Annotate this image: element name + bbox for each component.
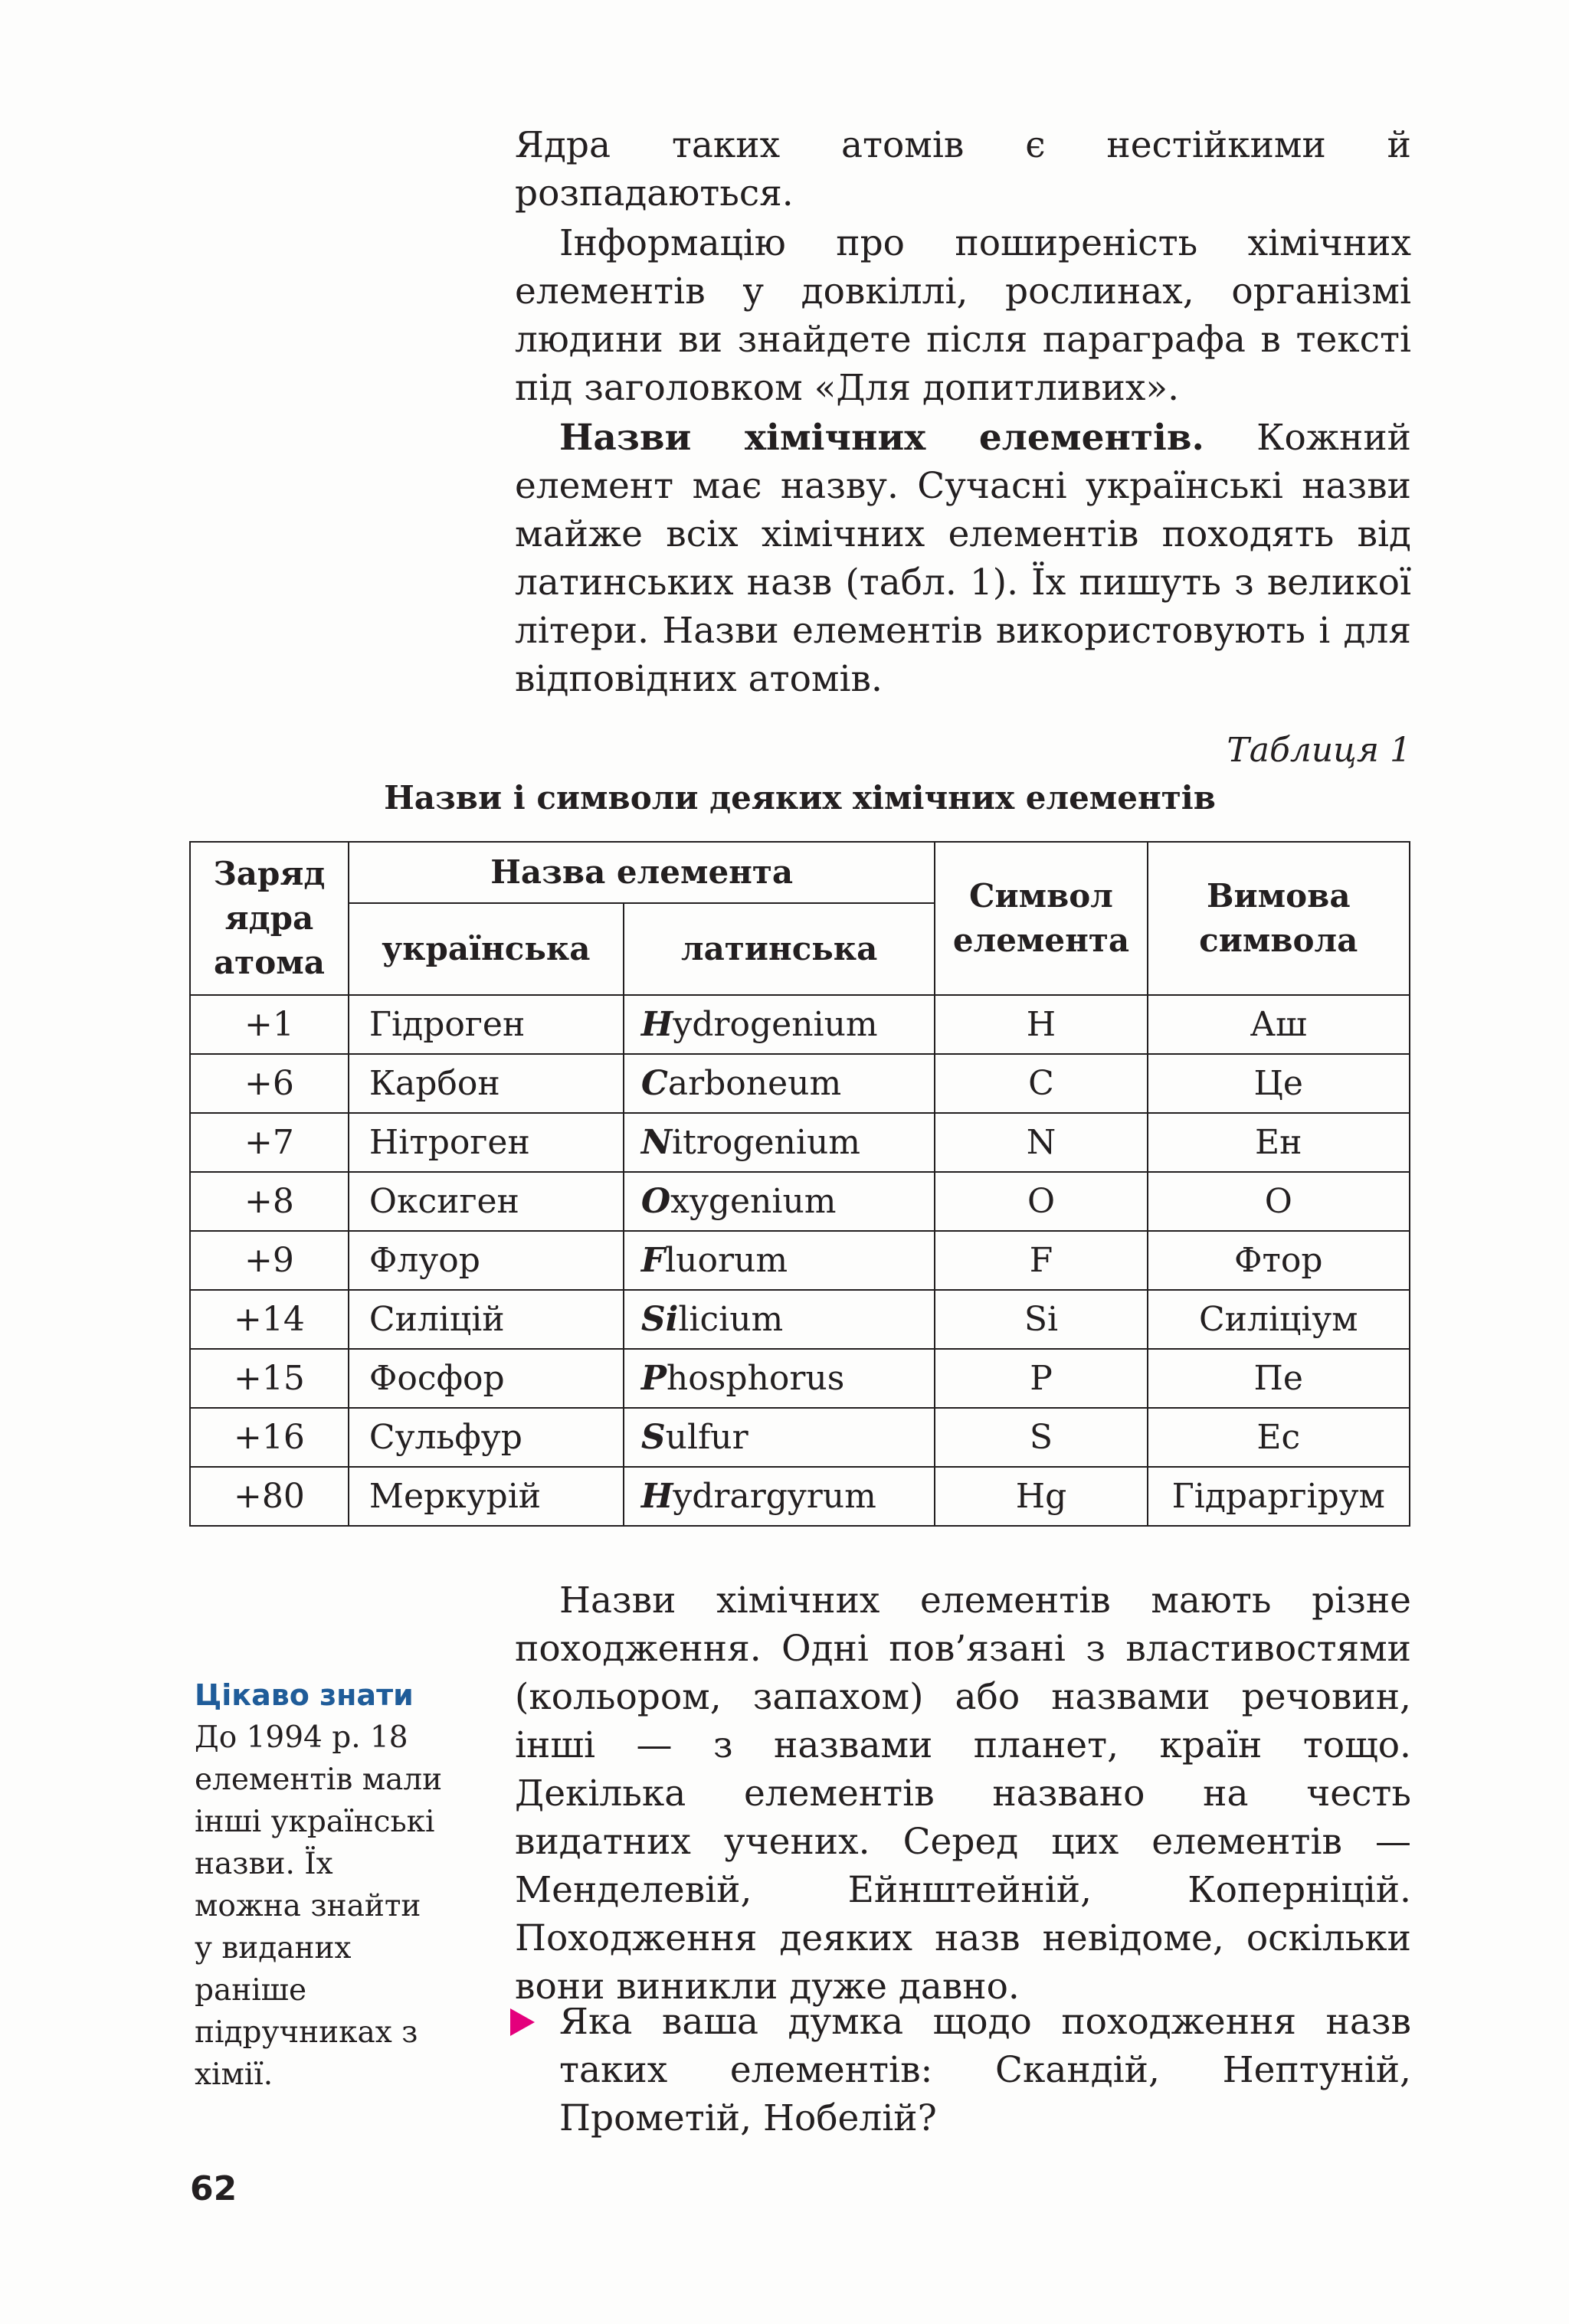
header-latin: латинська [624,903,935,995]
charge-cell: +7 [190,1113,349,1172]
origin-paragraph: Назви хімічних елементів мають різне походження. Одні пов’язані з властивостями (кольором, запахом) або назвами речовин, інші — з назвами планет, країн тощо. Декілька елементів названо на честь видатних учених. Серед цих елементів — Менделевій, Ейнштейній, Коперніцій. Походження деяких назв невідоме, оскільки вони виникли дуже давно. [515,1579,1411,2008]
symbol-cell: Hg [935,1467,1147,1526]
sidebar-text: До 1994 р. 18 елементів мали інші українські назви. Їх можна знайти у виданих раніше підручниках з хімії. [195,1720,443,2092]
latin-initial: F [640,1241,666,1280]
section-heading: Назви хімічних елементів. [559,417,1204,459]
pronunciation-cell: Це [1148,1054,1410,1113]
intro-text [515,121,1411,703]
ukrainian-name-cell: Сульфур [349,1408,624,1467]
latin-rest: hosphorus [666,1359,845,1398]
latin-name-cell [624,1408,935,1467]
pronunciation-cell: Гідраргірум [1148,1467,1410,1526]
latin-rest: xygenium [670,1182,837,1221]
ukrainian-name-cell: Флуор [349,1231,624,1290]
table-row [190,1467,1410,1526]
ukrainian-name-cell: Фосфор [349,1349,624,1408]
sidebar-title: Цікаво знати [195,1678,414,1712]
ukrainian-name-cell: Силіцій [349,1290,624,1349]
table-row [190,1290,1410,1349]
triangle-marker-icon [510,2008,535,2036]
table-row [190,1349,1410,1408]
latin-rest: luorum [665,1241,788,1280]
charge-cell: +1 [190,995,349,1054]
header-charge: Заряд ядра атома [190,842,349,995]
table-title: Назви і символи деяких хімічних елементів [384,779,1216,817]
question-text: Яка ваша думка щодо походження назв таких елементів: Скандій, Нептуній, Прометій, Нобелій? [559,2001,1411,2139]
symbol-cell: C [935,1054,1147,1113]
table-row [190,1172,1410,1231]
symbol-cell: N [935,1113,1147,1172]
latin-name-cell [624,1290,935,1349]
pronunciation-cell: Силіціум [1148,1290,1410,1349]
latin-initial: C [640,1064,668,1103]
latin-name-cell [624,1172,935,1231]
latin-initial: Si [640,1300,679,1339]
charge-cell: +14 [190,1290,349,1349]
latin-name-cell [624,1467,935,1526]
symbol-cell: F [935,1231,1147,1290]
latin-rest: arboneum [667,1064,842,1103]
latin-initial: P [640,1359,667,1398]
latin-name-cell [624,1349,935,1408]
pronunciation-cell: О [1148,1172,1410,1231]
sidebar-note [195,1674,447,2096]
section-text: Кожний елемент має назву. Сучасні українські назви майже всіх хімічних елементів походять від латинських назв (табл. 1). Їх пишуть з великої літери. Назви елементів використовують і для відповідних атомів. [515,417,1411,700]
latin-name-cell [624,1054,935,1113]
ukrainian-name-cell: Гідроген [349,995,624,1054]
origin-text [515,1576,1411,2011]
table-row [190,1231,1410,1290]
latin-initial: H [640,1005,673,1044]
question-block [515,1998,1411,2142]
charge-cell: +8 [190,1172,349,1231]
header-name: Назва елемента [349,842,935,903]
latin-name-cell [624,1231,935,1290]
charge-cell: +15 [190,1349,349,1408]
latin-initial: H [640,1477,673,1516]
page-number: 62 [190,2169,237,2208]
symbol-cell: S [935,1408,1147,1467]
latin-initial: S [640,1418,666,1457]
ukrainian-name-cell: Нітроген [349,1113,624,1172]
pronunciation-cell: Ен [1148,1113,1410,1172]
pronunciation-cell: Ес [1148,1408,1410,1467]
latin-name-cell [624,1113,935,1172]
charge-cell: +80 [190,1467,349,1526]
intro-paragraph-2: Інформацію про поширеність хімічних елементів у довкіллі, рослинах, організмі людини ви знайдете після параграфа в тексті під заголовком «Для допитливих». [515,222,1411,409]
latin-rest: ydrogenium [673,1005,878,1044]
symbol-cell: Si [935,1290,1147,1349]
symbol-cell: H [935,995,1147,1054]
intro-paragraph-1: Ядра таких атомів є нестійкими й розпадаються. [515,124,1411,214]
table-row [190,995,1410,1054]
table-row [190,1408,1410,1467]
latin-initial: N [640,1123,673,1162]
header-ukrainian: українська [349,903,624,995]
symbol-cell: O [935,1172,1147,1231]
table-row [190,1113,1410,1172]
elements-table [189,841,1410,1527]
charge-cell: +16 [190,1408,349,1467]
table-caption: Таблиця 1 [1227,731,1411,770]
intro-paragraph-3 [515,414,1411,703]
table-body [190,995,1410,1526]
ukrainian-name-cell: Меркурій [349,1467,624,1526]
table-row [190,1054,1410,1113]
charge-cell: +9 [190,1231,349,1290]
latin-name-cell [624,995,935,1054]
pronunciation-cell: Аш [1148,995,1410,1054]
ukrainian-name-cell: Оксиген [349,1172,624,1231]
pronunciation-cell: Пе [1148,1349,1410,1408]
pronunciation-cell: Фтор [1148,1231,1410,1290]
latin-rest: itrogenium [672,1123,860,1162]
charge-cell: +6 [190,1054,349,1113]
symbol-cell: P [935,1349,1147,1408]
latin-rest: licium [678,1300,784,1339]
ukrainian-name-cell: Карбон [349,1054,624,1113]
latin-initial: O [640,1182,671,1221]
latin-rest: ulfur [665,1418,748,1457]
header-symbol: Символ елемента [935,842,1147,995]
latin-rest: ydrargyrum [673,1477,876,1516]
header-pronunciation: Вимова символа [1148,842,1410,995]
